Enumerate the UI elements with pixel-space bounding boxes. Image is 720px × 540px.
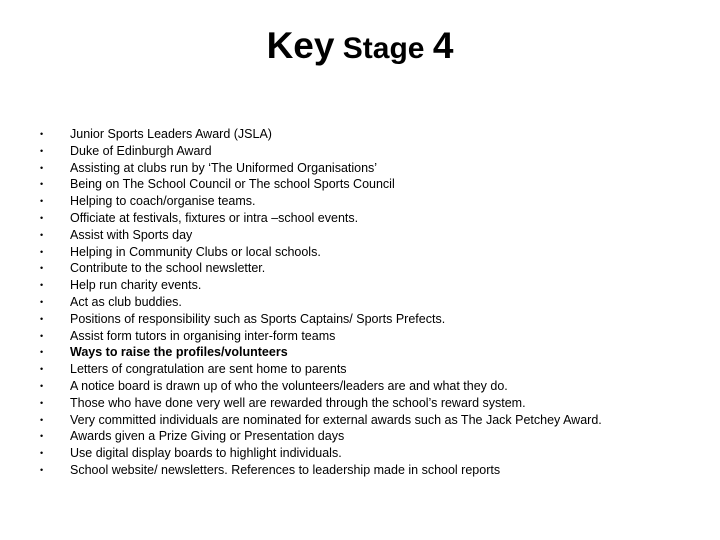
list-item-text: Helping in Community Clubs or local schools. bbox=[70, 244, 321, 259]
list-item-text: Contribute to the school newsletter. bbox=[70, 261, 266, 276]
bullet-icon: • bbox=[40, 212, 44, 223]
list-item-text: Duke of Edinburgh Award bbox=[70, 143, 212, 158]
list-item bbox=[40, 344, 710, 361]
slide-title bbox=[0, 22, 720, 78]
list-item-text: Assist with Sports day bbox=[70, 227, 193, 242]
list-item-text: Those who have done very well are rewarded through the school’s reward system. bbox=[70, 395, 526, 410]
list-item bbox=[40, 227, 710, 244]
list-item bbox=[40, 277, 710, 294]
list-item bbox=[40, 311, 710, 328]
bullet-icon: • bbox=[40, 313, 44, 324]
list-item bbox=[40, 210, 710, 227]
bullet-icon: • bbox=[40, 431, 44, 442]
list-item-text: School website/ newsletters. References to leadership made in school reports bbox=[70, 462, 501, 477]
list-item-text: Help run charity events. bbox=[70, 278, 202, 293]
bullet-icon: • bbox=[40, 464, 44, 475]
bullet-icon: • bbox=[40, 196, 44, 207]
list-item-text: Assist form tutors in organising inter-form teams bbox=[70, 328, 336, 343]
list-item bbox=[40, 126, 710, 143]
bullet-icon: • bbox=[40, 246, 44, 257]
list-item bbox=[40, 412, 710, 429]
bullet-icon: • bbox=[40, 397, 44, 408]
list-item-text: Being on The School Council or The school Sports Council bbox=[70, 177, 395, 192]
list-item bbox=[40, 462, 710, 479]
list-item bbox=[40, 143, 710, 160]
list-item-text: Helping to coach/organise teams. bbox=[70, 194, 256, 209]
bullet-icon: • bbox=[40, 263, 44, 274]
list-item bbox=[40, 395, 710, 412]
list-item bbox=[40, 160, 710, 177]
list-item-text: Junior Sports Leaders Award (JSLA) bbox=[70, 127, 272, 141]
list-item-text: A notice board is drawn up of who the volunteers/leaders are and what they do. bbox=[70, 378, 508, 393]
bullet-icon: • bbox=[40, 414, 44, 425]
bullet-icon: • bbox=[40, 145, 44, 156]
bullet-icon: • bbox=[40, 280, 44, 291]
list-item bbox=[40, 445, 710, 462]
list-item bbox=[40, 260, 710, 277]
list-item bbox=[40, 193, 710, 210]
list-item-text: Positions of responsibility such as Sports Captains/ Sports Prefects. bbox=[70, 311, 446, 326]
bullet-icon: • bbox=[40, 448, 44, 459]
bullet-icon: • bbox=[40, 229, 44, 240]
bullet-icon: • bbox=[40, 296, 44, 307]
list-item-text: Letters of congratulation are sent home to parents bbox=[70, 362, 347, 377]
list-item bbox=[40, 176, 710, 193]
bullet-icon: • bbox=[40, 330, 44, 341]
list-item-text: Officiate at festivals, fixtures or intra –school events. bbox=[70, 210, 359, 225]
bullet-icon: • bbox=[40, 364, 44, 375]
list-item-text: Assisting at clubs run by ‘The Uniformed Organisations’ bbox=[70, 160, 378, 175]
bullet-list bbox=[40, 126, 710, 479]
list-item bbox=[40, 361, 710, 378]
title-word-key: Key bbox=[266, 25, 335, 66]
title-word-number: 4 bbox=[432, 25, 454, 66]
title-word-stage: Stage bbox=[342, 32, 425, 65]
list-item bbox=[40, 428, 710, 445]
section-heading: Ways to raise the profiles/volunteers bbox=[70, 345, 288, 360]
list-item bbox=[40, 328, 710, 345]
list-item bbox=[40, 378, 710, 395]
list-item bbox=[40, 244, 710, 261]
list-item-text: Use digital display boards to highlight individuals. bbox=[70, 446, 342, 461]
bullet-icon: • bbox=[40, 347, 44, 358]
bullet-icon: • bbox=[40, 129, 44, 139]
bullet-icon: • bbox=[40, 179, 44, 190]
list-item-text: Act as club buddies. bbox=[70, 294, 182, 309]
bullet-icon: • bbox=[40, 380, 44, 391]
list-item-text: Very committed individuals are nominated for external awards such as The Jack Petchey Award. bbox=[70, 412, 602, 427]
list-item-text: Awards given a Prize Giving or Presentation days bbox=[70, 429, 345, 444]
list-item bbox=[40, 294, 710, 311]
bullet-icon: • bbox=[40, 162, 44, 173]
